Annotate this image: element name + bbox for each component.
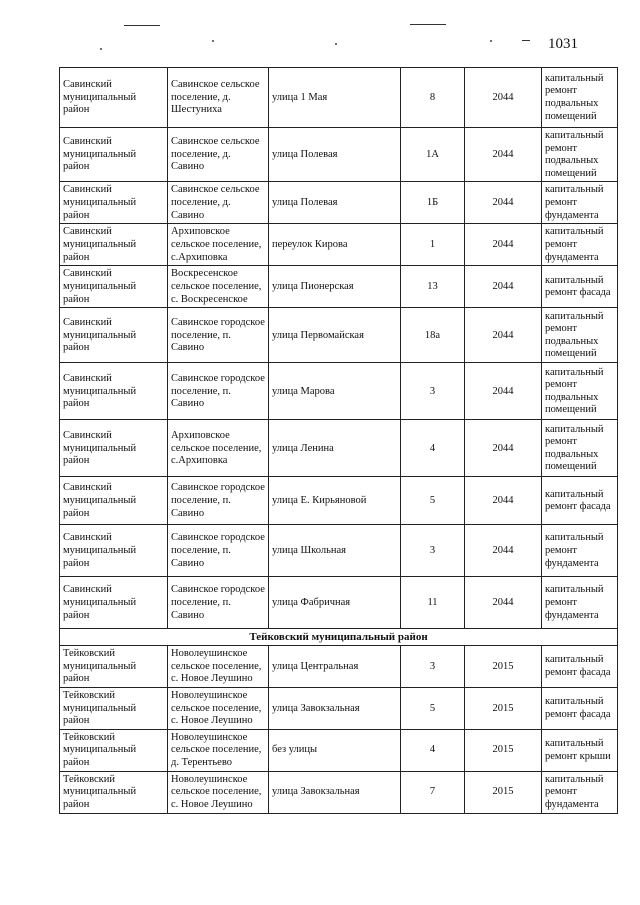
table-row [60, 128, 618, 182]
street-cell: улица Пионерская [269, 266, 401, 308]
work-type-cell: капитальный ремонт фасада [542, 477, 618, 525]
table-row [60, 687, 618, 729]
street-cell: улица Центральная [269, 645, 401, 687]
house-number-cell: 8 [401, 68, 465, 128]
street-cell: улица Школьная [269, 525, 401, 577]
settlement-cell: Савинское городское поселение, п. Савино [168, 308, 269, 363]
house-number-cell: 3 [401, 645, 465, 687]
work-type-cell: капитальный ремонт фундамента [542, 224, 618, 266]
work-type-cell: капитальный ремонт подвальных помещений [542, 363, 618, 420]
work-type-cell: капитальный ремонт фундамента [542, 771, 618, 813]
settlement-cell: Савинское городское поселение, п. Савино [168, 363, 269, 420]
scan-artifact-dot [335, 43, 337, 45]
work-type-cell: капитальный ремонт фундамента [542, 577, 618, 629]
repair-year-cell: 2015 [465, 771, 542, 813]
work-type-cell: капитальный ремонт фасада [542, 645, 618, 687]
street-cell: улица 1 Мая [269, 68, 401, 128]
work-type-cell: капитальный ремонт подвальных помещений [542, 308, 618, 363]
scan-artifact-dot [100, 48, 102, 50]
street-cell: улица Фабричная [269, 577, 401, 629]
house-number-cell: 3 [401, 525, 465, 577]
district-cell: Савинский муниципальный район [60, 68, 168, 128]
settlement-cell: Новолеушинское сельское поселение, с. Новое Леушино [168, 771, 269, 813]
house-number-cell: 5 [401, 477, 465, 525]
scan-artifact-dot [212, 40, 214, 42]
table-row [60, 182, 618, 224]
table-row [60, 224, 618, 266]
table-row [60, 308, 618, 363]
settlement-cell: Воскресенское сельское поселение, с. Воскресенское [168, 266, 269, 308]
repair-year-cell: 2044 [465, 224, 542, 266]
work-type-cell: капитальный ремонт крыши [542, 729, 618, 771]
table-row [60, 266, 618, 308]
section-header-row [60, 629, 618, 646]
street-cell: улица Полевая [269, 128, 401, 182]
house-number-cell: 1Б [401, 182, 465, 224]
district-cell: Тейковский муниципальный район [60, 771, 168, 813]
settlement-cell: Савинское городское поселение, п. Савино [168, 577, 269, 629]
district-cell: Савинский муниципальный район [60, 308, 168, 363]
settlement-cell: Савинское сельское поселение, д. Савино [168, 182, 269, 224]
housing-repair-table [59, 67, 618, 814]
district-cell: Савинский муниципальный район [60, 182, 168, 224]
repair-year-cell: 2015 [465, 645, 542, 687]
table-row [60, 645, 618, 687]
work-type-cell: капитальный ремонт подвальных помещений [542, 128, 618, 182]
street-cell: улица Ленина [269, 420, 401, 477]
scan-artifact-line [124, 25, 160, 26]
repair-year-cell: 2015 [465, 687, 542, 729]
work-type-cell: капитальный ремонт подвальных помещений [542, 68, 618, 128]
repair-year-cell: 2044 [465, 363, 542, 420]
table-row [60, 420, 618, 477]
repair-year-cell: 2044 [465, 577, 542, 629]
repair-year-cell: 2044 [465, 308, 542, 363]
settlement-cell: Савинское сельское поселение, д. Савино [168, 128, 269, 182]
repair-year-cell: 2044 [465, 182, 542, 224]
table-row [60, 68, 618, 128]
district-cell: Тейковский муниципальный район [60, 687, 168, 729]
district-cell: Савинский муниципальный район [60, 224, 168, 266]
table-row [60, 577, 618, 629]
repair-year-cell: 2044 [465, 68, 542, 128]
district-cell: Тейковский муниципальный район [60, 729, 168, 771]
repair-year-cell: 2044 [465, 477, 542, 525]
house-number-cell: 13 [401, 266, 465, 308]
settlement-cell: Архиповское сельское поселение, с.Архиповка [168, 420, 269, 477]
table-row [60, 729, 618, 771]
work-type-cell: капитальный ремонт подвальных помещений [542, 420, 618, 477]
settlement-cell: Савинское городское поселение, п. Савино [168, 477, 269, 525]
district-cell: Савинский муниципальный район [60, 477, 168, 525]
repair-year-cell: 2044 [465, 525, 542, 577]
street-cell: переулок Кирова [269, 224, 401, 266]
house-number-cell: 4 [401, 420, 465, 477]
repair-year-cell: 2044 [465, 420, 542, 477]
house-number-cell: 1А [401, 128, 465, 182]
settlement-cell: Новолеушинское сельское поселение, с. Новое Леушино [168, 687, 269, 729]
work-type-cell: капитальный ремонт фундамента [542, 525, 618, 577]
house-number-cell: 18а [401, 308, 465, 363]
district-cell: Савинский муниципальный район [60, 363, 168, 420]
district-cell: Савинский муниципальный район [60, 525, 168, 577]
work-type-cell: капитальный ремонт фундамента [542, 182, 618, 224]
settlement-cell: Новолеушинское сельское поселение, с. Новое Леушино [168, 645, 269, 687]
house-number-cell: 5 [401, 687, 465, 729]
house-number-cell: 3 [401, 363, 465, 420]
scan-artifact-dot [490, 40, 492, 42]
repair-year-cell: 2044 [465, 128, 542, 182]
street-cell: улица Полевая [269, 182, 401, 224]
repair-year-cell: 2044 [465, 266, 542, 308]
house-number-cell: 1 [401, 224, 465, 266]
work-type-cell: капитальный ремонт фасада [542, 266, 618, 308]
street-cell: без улицы [269, 729, 401, 771]
street-cell: улица Е. Кирьяновой [269, 477, 401, 525]
work-type-cell: капитальный ремонт фасада [542, 687, 618, 729]
page-number: 1031 [548, 36, 578, 52]
house-number-cell: 11 [401, 577, 465, 629]
district-cell: Савинский муниципальный район [60, 577, 168, 629]
scan-artifact-line [522, 40, 530, 41]
district-cell: Савинский муниципальный район [60, 128, 168, 182]
table-row [60, 363, 618, 420]
settlement-cell: Архиповское сельское поселение, с.Архиповка [168, 224, 269, 266]
table-row [60, 525, 618, 577]
settlement-cell: Новолеушинское сельское поселение, д. Терентьево [168, 729, 269, 771]
settlement-cell: Савинское городское поселение, п. Савино [168, 525, 269, 577]
section-title: Тейковский муниципальный район [60, 629, 618, 646]
street-cell: улица Марова [269, 363, 401, 420]
district-cell: Савинский муниципальный район [60, 420, 168, 477]
street-cell: улица Первомайская [269, 308, 401, 363]
district-cell: Савинский муниципальный район [60, 266, 168, 308]
settlement-cell: Савинское сельское поселение, д. Шестуниха [168, 68, 269, 128]
district-cell: Тейковский муниципальный район [60, 645, 168, 687]
table-row [60, 477, 618, 525]
street-cell: улица Завокзальная [269, 771, 401, 813]
house-number-cell: 7 [401, 771, 465, 813]
repair-year-cell: 2015 [465, 729, 542, 771]
house-number-cell: 4 [401, 729, 465, 771]
table-body [60, 68, 618, 814]
scan-artifact-line [410, 24, 446, 25]
street-cell: улица Завокзальная [269, 687, 401, 729]
table-row [60, 771, 618, 813]
